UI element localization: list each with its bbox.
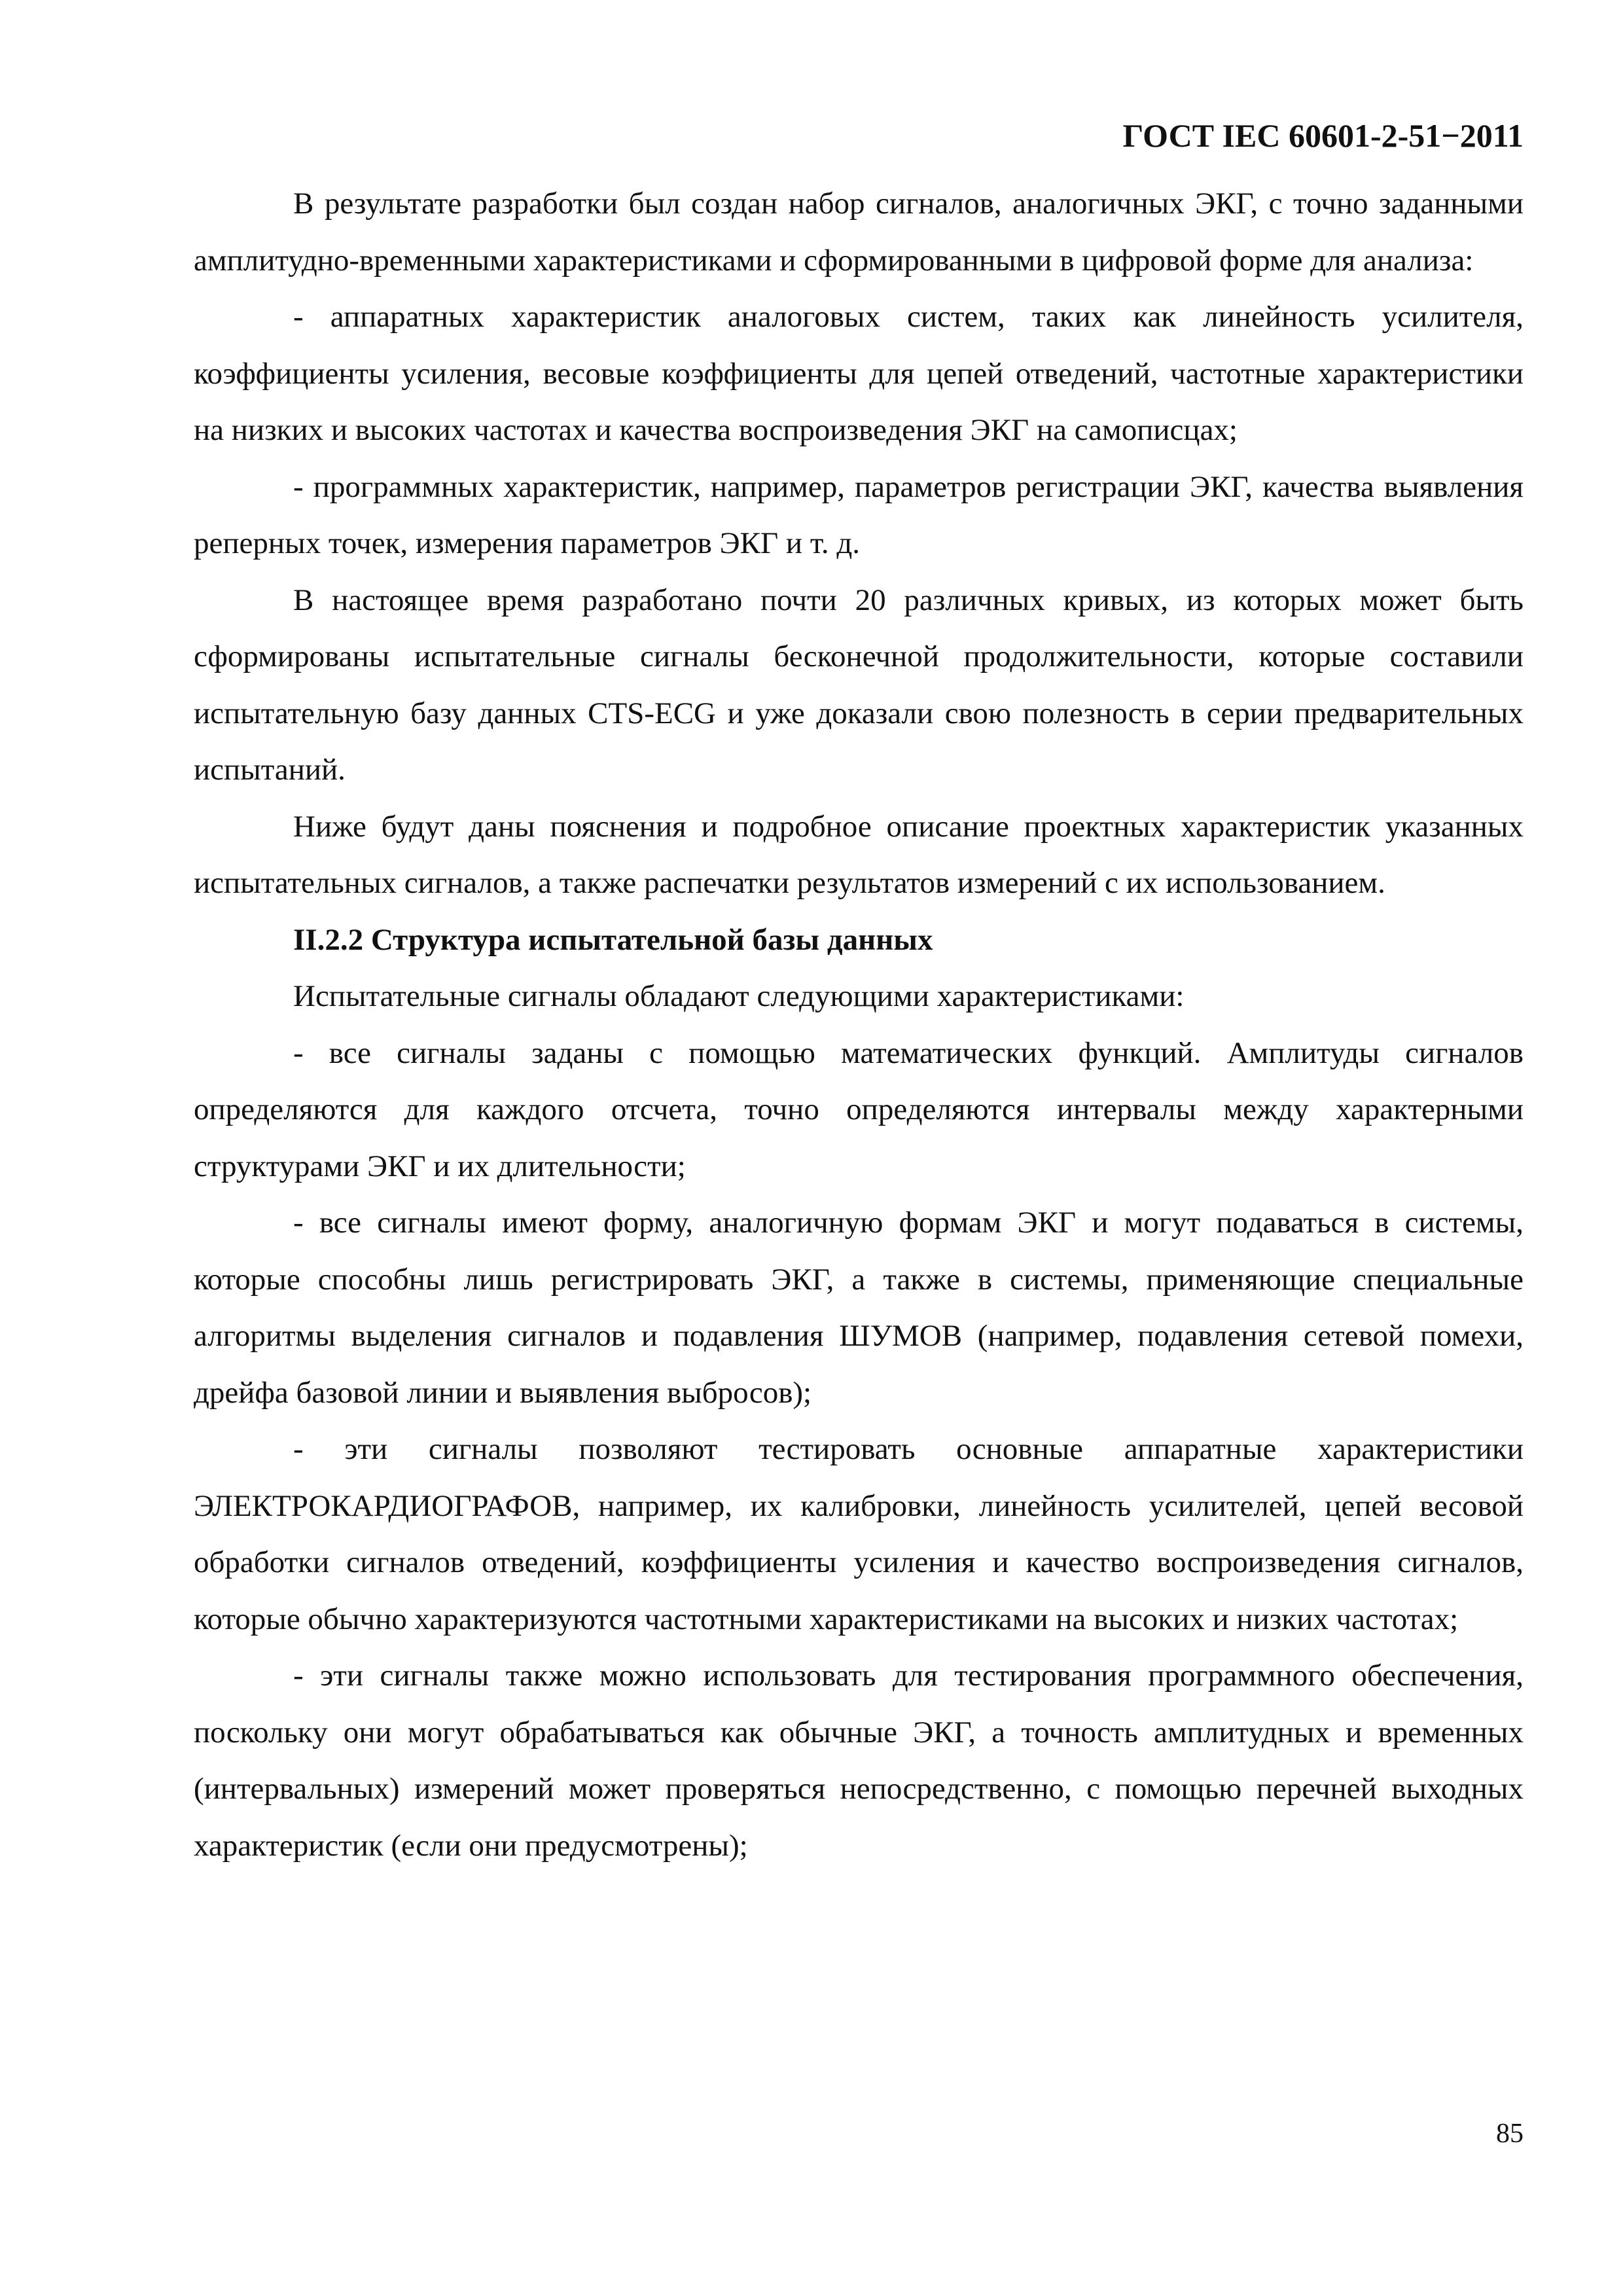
body-paragraph-explanations: Ниже будут даны пояснения и подробное описание проектных характеристик указанных испытательных сигналов, а также распечатки результатов измерений с их использованием. — [194, 809, 1524, 900]
list-item-software-testing: - эти сигналы также можно использовать для тестирования программного обеспечения, поскольку они могут обрабатываться как обычные ЭКГ, а точность амплитудных и временных (интервальных) измерений может проверяться непосредственно, с помощью перечней выходных характеристик (если они предусмотрены); — [194, 1659, 1524, 1863]
list-item-ecg-like-shape: - все сигналы имеют форму, аналогичную формам ЭКГ и могут подаваться в системы, которые способны лишь регистрировать ЭКГ, а также в системы, применяющие специальные алгоритмы выделения сигналов и подавления ШУМОВ (например, подавления сетевой помехи, дрейфа базовой линии и выявления выбросов); — [194, 1206, 1524, 1410]
section-intro-paragraph: Испытательные сигналы обладают следующими характеристиками: — [293, 979, 1185, 1013]
list-item-math-functions: - все сигналы заданы с помощью математических функций. Амплитуды сигналов определяются для каждого отсчета, точно определяются интервалы между характерными структурами ЭКГ и их длительности; — [194, 1035, 1524, 1183]
page-number: 85 — [1496, 2119, 1524, 2149]
body-paragraph-1: В результате разработки был создан набор сигналов, аналогичных ЭКГ, с точно заданными амплитудно-временными характеристиками и сформированными в цифровой форме для анализа: — [194, 187, 1524, 278]
document-standard-header: ГОСТ IEC 60601-2-51−2011 — [1122, 117, 1524, 154]
list-item-software-characteristics: - программных характеристик, например, параметров регистрации ЭКГ, качества выявления реперных точек, измерения параметров ЭКГ и т. д. — [194, 469, 1524, 560]
body-paragraph-curves: В настоящее время разработано почти 20 различных кривых, из которых может быть сформированы испытательные сигналы бесконечной продолжительности, которые составили испытательную базу данных CTS-ECG и уже доказали свою полезность в серии предварительных испытаний. — [194, 583, 1524, 787]
page-body — [194, 175, 1524, 1874]
list-item-hardware-characteristics: - аппаратных характеристик аналоговых систем, таких как линейность усилителя, коэффициенты усиления, весовые коэффициенты для цепей отведений, частотные характеристики на низких и высоких частотах и качества воспроизведения ЭКГ на самописцах; — [194, 300, 1524, 447]
section-heading: II.2.2 Структура испытательной базы данных — [293, 922, 933, 957]
list-item-hardware-testing: - эти сигналы позволяют тестировать основные аппаратные характеристики ЭЛЕКТРОКАРДИОГРАФОВ, например, их калибровки, линейность усилителей, цепей весовой обработки сигналов отведений, коэффициенты усиления и качество воспроизведения сигналов, которые обычно характеризуются частотными характеристиками на высоких и низких частотах; — [194, 1432, 1524, 1636]
